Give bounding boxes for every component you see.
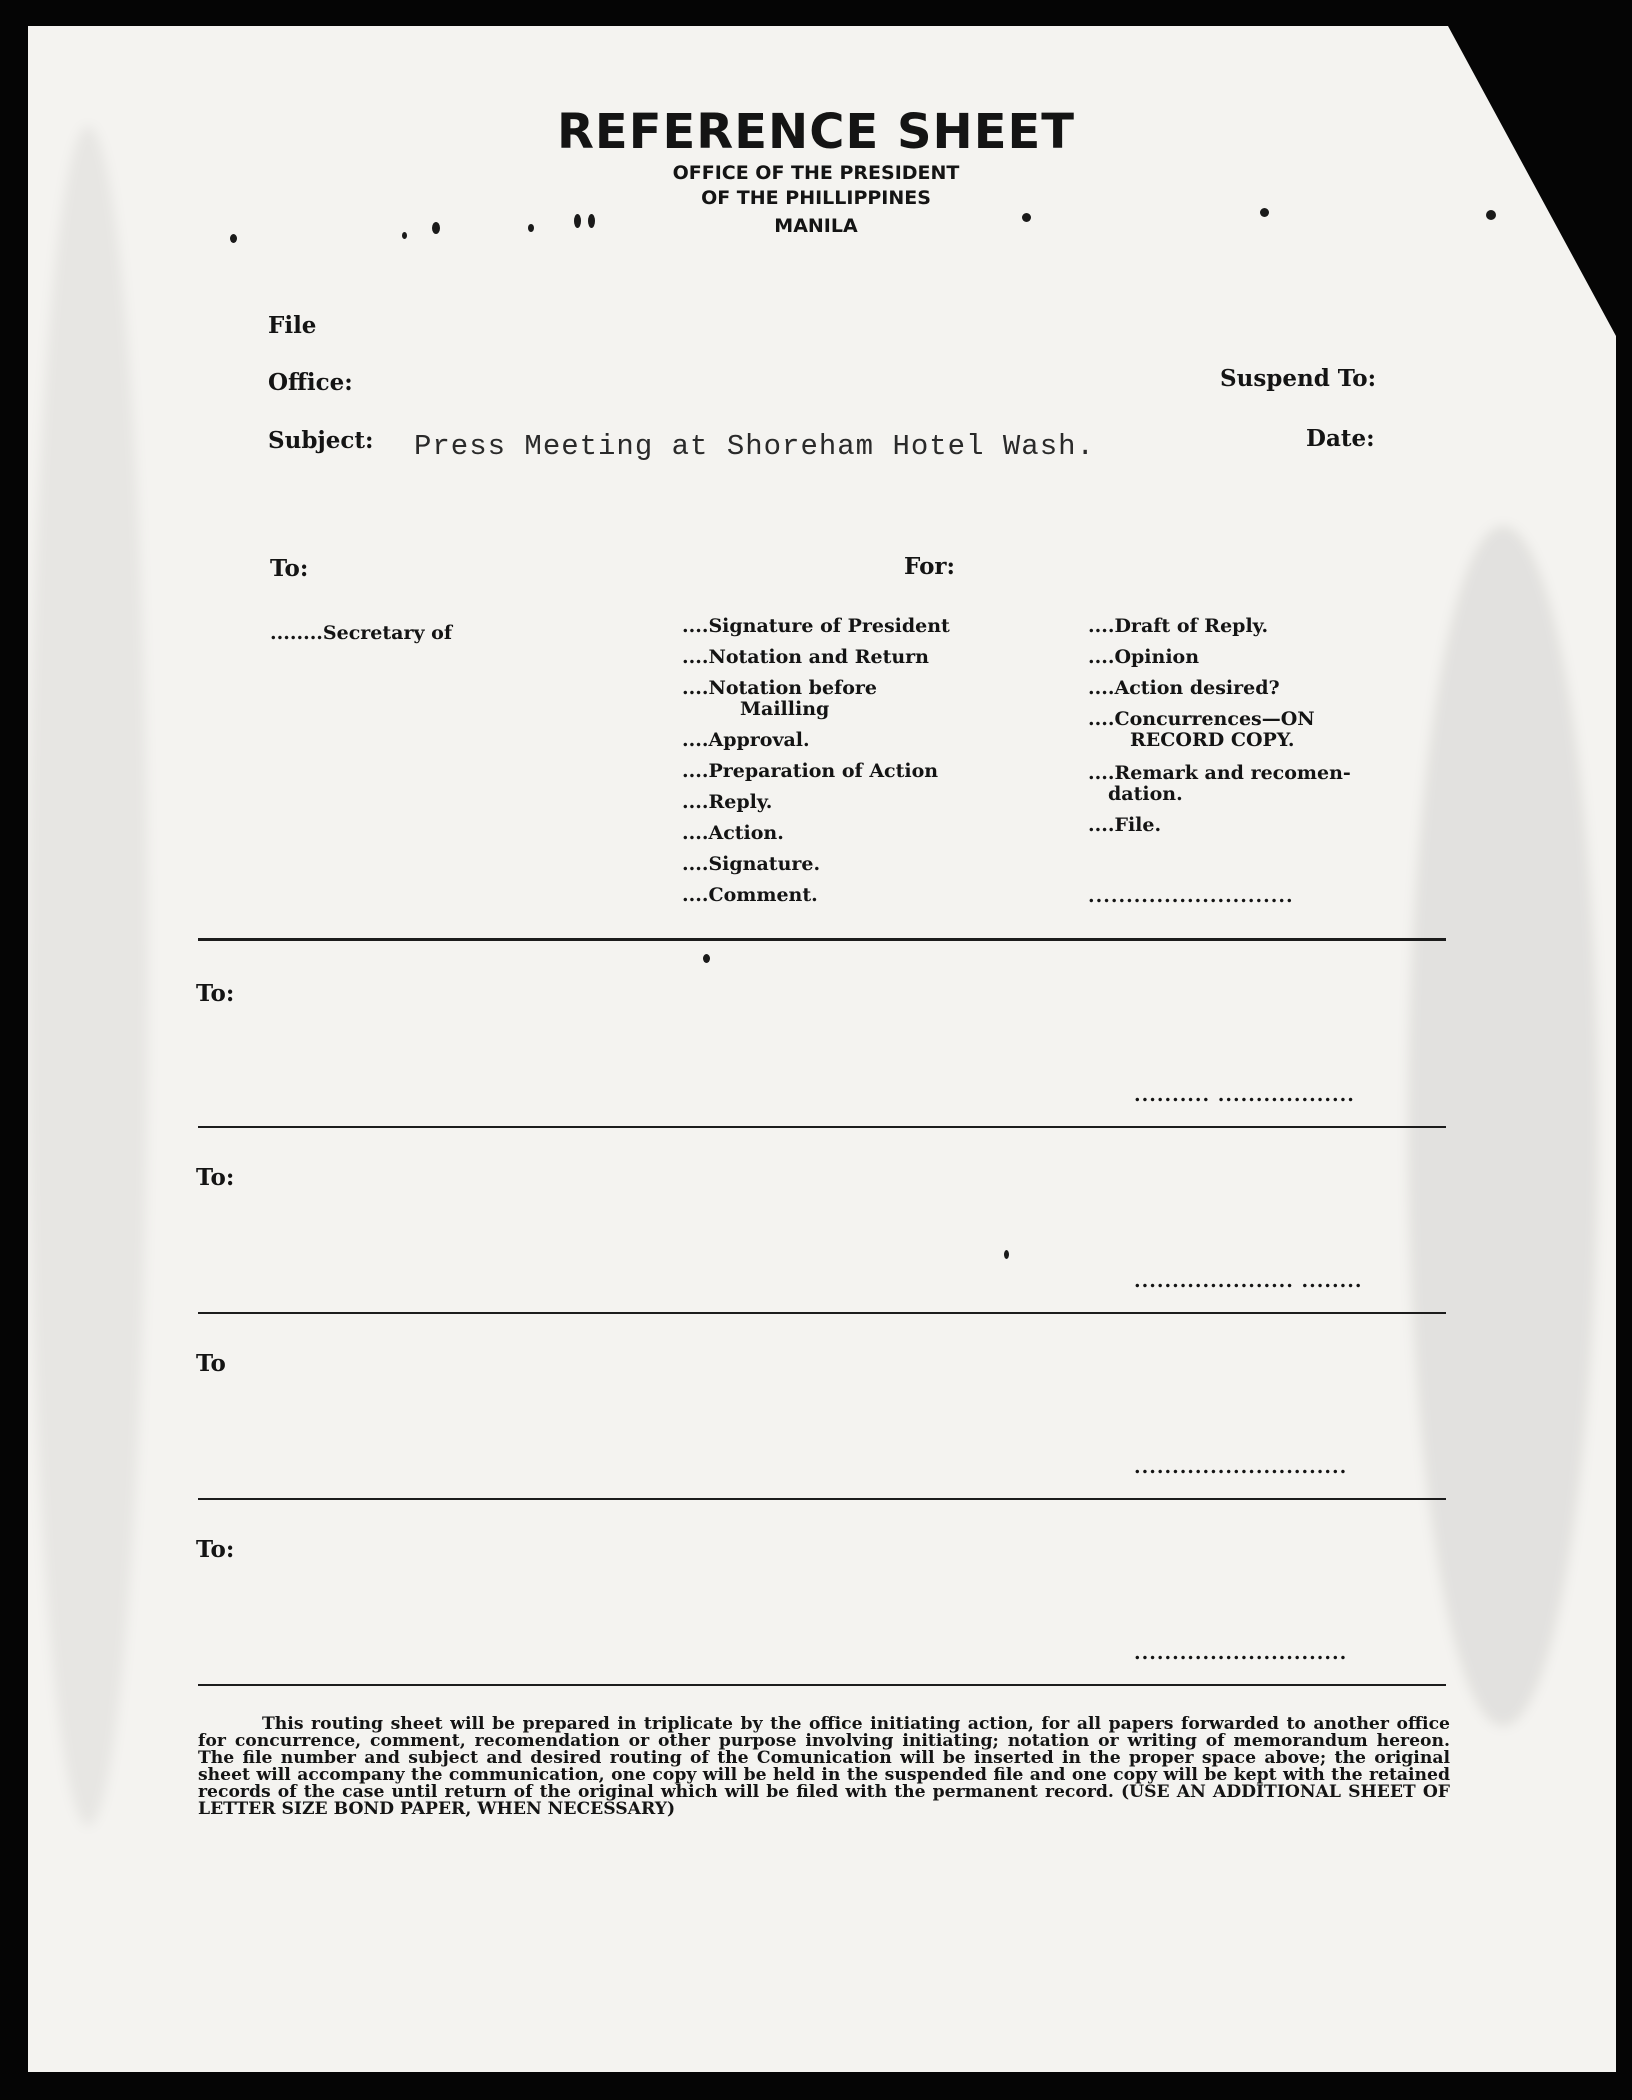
for-label: For: — [904, 553, 956, 580]
option-blank-line: ........................... — [1088, 885, 1294, 907]
suspend-to-label: Suspend To: — [1220, 365, 1377, 392]
option-remark: ....Remark and recomen- — [1088, 762, 1351, 784]
option-remark-cont: dation. — [1108, 783, 1183, 805]
option-reply: ....Reply. — [682, 791, 773, 813]
option-file: ....File. — [1088, 814, 1162, 836]
option-action-desired: ....Action desired? — [1088, 677, 1280, 699]
page-title: REFERENCE SHEET — [556, 104, 1076, 160]
routing-to-label-1: To: — [196, 980, 235, 1007]
routing-to-label-4: To: — [196, 1536, 235, 1563]
secretary-line: ........Secretary of — [270, 622, 452, 644]
paper-shading — [28, 126, 148, 1826]
section-divider — [198, 938, 1446, 941]
routing-rule-2 — [198, 1312, 1446, 1314]
option-notation-before-cont: Mailling — [740, 698, 830, 720]
city-subtitle: MANILA — [774, 215, 858, 237]
office-subtitle: OFFICE OF THE PRESIDENT — [672, 162, 960, 184]
option-notation-before: ....Notation before — [682, 677, 878, 699]
routing-rule-1 — [198, 1126, 1446, 1128]
file-label: File — [268, 312, 317, 339]
option-preparation-action: ....Preparation of Action — [682, 760, 939, 782]
to-label: To: — [270, 555, 309, 582]
option-approval: ....Approval. — [682, 729, 810, 751]
office-label: Office: — [268, 369, 353, 396]
option-comment: ....Comment. — [682, 884, 818, 906]
option-signature: ....Signature. — [682, 853, 821, 875]
routing-dots-1: .......... .................. — [1134, 1084, 1355, 1106]
country-subtitle: OF THE PHILLIPPINES — [701, 187, 931, 209]
ink-speck — [703, 954, 710, 963]
subject-label: Subject: — [268, 427, 374, 454]
option-action: ....Action. — [682, 822, 784, 844]
routing-rule-4 — [198, 1684, 1446, 1686]
ink-speck — [1004, 1250, 1009, 1259]
routing-dots-2: ..................... ........ — [1134, 1270, 1363, 1292]
option-opinion: ....Opinion — [1088, 646, 1200, 668]
option-concurrences-cont: RECORD COPY. — [1130, 729, 1295, 751]
option-draft-reply: ....Draft of Reply. — [1088, 615, 1269, 637]
routing-rule-3 — [198, 1498, 1446, 1500]
routing-to-label-2: To: — [196, 1164, 235, 1191]
routing-dots-3: ............................ — [1134, 1456, 1348, 1478]
subject-value: Press Meeting at Shoreham Hotel Wash. — [414, 430, 1095, 463]
option-notation-return: ....Notation and Return — [682, 646, 929, 668]
routing-to-label-3: To — [196, 1350, 226, 1377]
option-concurrences: ....Concurrences—ON — [1088, 708, 1315, 730]
option-signature-president: ....Signature of President — [682, 615, 950, 637]
date-label: Date: — [1306, 425, 1375, 452]
routing-dots-4: ............................ — [1134, 1642, 1348, 1664]
routing-instructions: This routing sheet will be prepared in triplicate by the office initiating action, for all papers forwarded to another office for concurrence, comment, recomendation or other purpose involving initiating; notation or writing of memorandum hereon. The file number and subject and desired routing of the Comunication will be inserted in the proper space above; the original sheet will accompany the communication, one copy will be held in the suspended file and one copy will be kept with the retained records of the case until return of the original which will be filed with the permanent record. (USE AN ADDITIONAL SHEET OF LETTER SIZE BOND PAPER, WHEN NECESSARY) — [198, 1714, 1450, 1819]
